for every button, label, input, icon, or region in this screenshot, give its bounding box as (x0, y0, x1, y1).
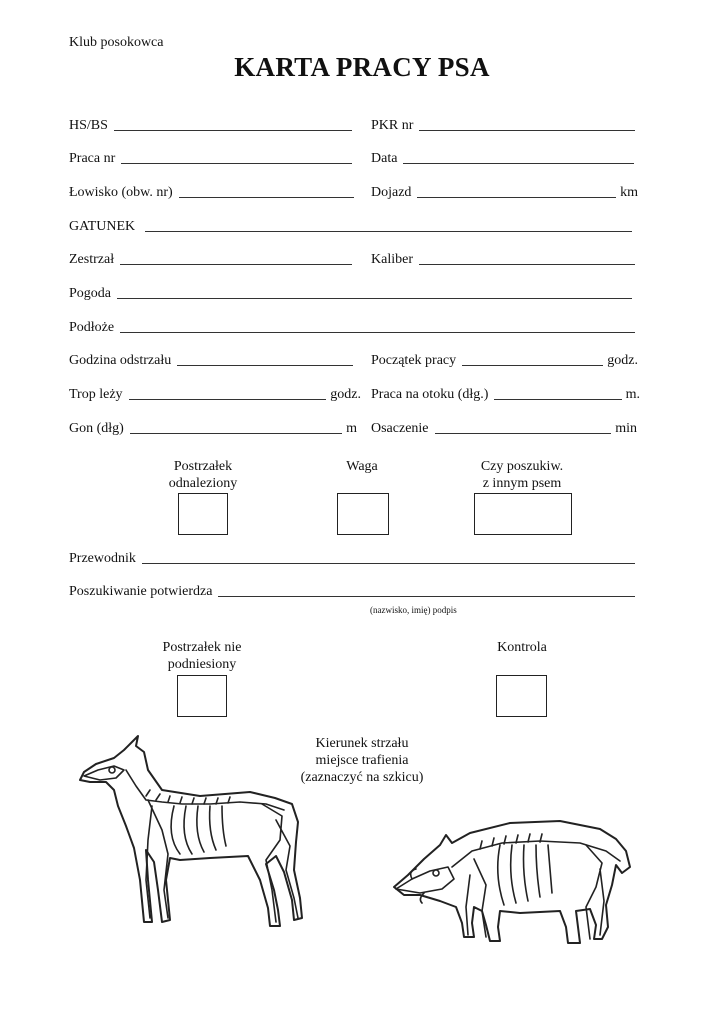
pogoda-line[interactable] (117, 298, 632, 299)
kontrola-box[interactable] (496, 675, 547, 717)
field-praca-na-otoku[interactable] (371, 387, 640, 403)
praca-na-otoku-label: Praca na otoku (dłg.) (371, 387, 489, 402)
poczatek-pracy-label: Początek pracy (371, 353, 457, 368)
przewodnik-line[interactable] (142, 563, 635, 564)
poszukiwanie-potwierdza-line[interactable] (218, 596, 635, 597)
waga-box[interactable] (337, 493, 389, 535)
dojazd-unit: km (620, 185, 638, 200)
field-gatunek[interactable] (69, 219, 636, 235)
field-lowisko[interactable] (69, 185, 358, 201)
zestrzal-line[interactable] (120, 264, 352, 265)
hs-bs-label: HS/BS (69, 118, 108, 133)
dojazd-line[interactable] (417, 197, 616, 198)
godzina-odstrzalu-label: Godzina odstrzału (69, 353, 172, 368)
field-kaliber[interactable] (371, 252, 639, 268)
gatunek-label: GATUNEK (69, 219, 136, 234)
podloze-line[interactable] (120, 332, 635, 333)
sketch-line1: Kierunek strzału (315, 736, 409, 751)
field-podloze[interactable] (69, 320, 639, 336)
godzina-odstrzalu-line[interactable] (177, 365, 353, 366)
field-zestrzal[interactable] (69, 252, 356, 268)
trop-lezy-label: Trop leży (69, 387, 123, 402)
gon-label: Gon (dłg) (69, 421, 124, 436)
czy-poszukiw-box[interactable] (474, 493, 572, 535)
praca-nr-line[interactable] (121, 163, 352, 164)
poczatek-pracy-line[interactable] (462, 365, 603, 366)
postrzalek-odnaleziony-line2: odnaleziony (168, 476, 238, 491)
postrzalek-nie-podniesiony-line1: Postrzałek nie (162, 640, 242, 655)
sketch-line3: (zaznaczyć na szkicu) (300, 770, 424, 785)
data-label: Data (371, 151, 398, 166)
praca-na-otoku-unit: m. (625, 387, 640, 402)
field-pogoda[interactable] (69, 286, 636, 302)
pkr-nr-line[interactable] (419, 130, 635, 131)
dojazd-label: Dojazd (371, 185, 412, 200)
trop-lezy-unit: godz. (330, 387, 361, 402)
podloze-label: Podłoże (69, 320, 115, 335)
field-przewodnik[interactable] (69, 551, 639, 567)
pogoda-label: Pogoda (69, 286, 111, 301)
czy-poszukiw-line2: z innym psem (482, 476, 562, 491)
kontrola-label: Kontrola (497, 640, 547, 655)
postrzalek-odnaleziony-label (142, 458, 264, 492)
field-hs-bs[interactable] (69, 118, 356, 134)
postrzalek-odnaleziony-box[interactable] (178, 493, 228, 535)
postrzalek-odnaleziony-line1: Postrzałek (173, 459, 233, 474)
postrzalek-nie-podniesiony-box[interactable] (177, 675, 227, 717)
kaliber-line[interactable] (419, 264, 635, 265)
poczatek-pracy-unit: godz. (607, 353, 638, 368)
gon-line[interactable] (130, 433, 342, 434)
deer-skeleton-icon[interactable] (70, 730, 310, 940)
data-line[interactable] (403, 163, 634, 164)
field-godzina-odstrzalu[interactable] (69, 353, 357, 369)
czy-poszukiw-label (458, 458, 586, 492)
field-osaczenie[interactable] (371, 421, 637, 437)
field-dojazd[interactable] (371, 185, 638, 201)
field-gon[interactable] (69, 421, 357, 437)
gon-unit: m (346, 421, 357, 436)
kaliber-label: Kaliber (371, 252, 413, 267)
osaczenie-label: Osaczenie (371, 421, 429, 436)
przewodnik-label: Przewodnik (69, 551, 136, 566)
zestrzal-label: Zestrzał (69, 252, 115, 267)
trop-lezy-line[interactable] (129, 399, 327, 400)
czy-poszukiw-line1: Czy poszukiw. (480, 459, 564, 474)
field-praca-nr[interactable] (69, 151, 356, 167)
field-pkr-nr[interactable] (371, 118, 639, 134)
page-title: KARTA PRACY PSA (234, 52, 490, 82)
lowisko-label: Łowisko (obw. nr) (69, 185, 173, 200)
praca-nr-label: Praca nr (69, 151, 116, 166)
praca-na-otoku-line[interactable] (494, 399, 621, 400)
postrzalek-nie-podniesiony-line2: podniesiony (167, 657, 237, 672)
gatunek-line[interactable] (145, 231, 632, 232)
waga-label: Waga (346, 459, 378, 474)
field-poszukiwanie-potwierdza[interactable] (69, 584, 639, 600)
field-data[interactable] (371, 151, 638, 167)
boar-skeleton-icon[interactable] (390, 815, 640, 950)
club-name: Klub posokowca (69, 35, 164, 50)
osaczenie-line[interactable] (435, 433, 612, 434)
pkr-nr-label: PKR nr (371, 118, 414, 133)
lowisko-line[interactable] (179, 197, 354, 198)
sketch-line2: miejsce trafienia (315, 753, 409, 768)
postrzalek-nie-podniesiony-label (142, 639, 262, 673)
osaczenie-unit: min (615, 421, 637, 436)
field-trop-lezy[interactable] (69, 387, 361, 403)
poszukiwanie-potwierdza-label: Poszukiwanie potwierdza (69, 584, 213, 599)
hs-bs-line[interactable] (114, 130, 352, 131)
signature-hint: (nazwisko, imię) podpis (370, 605, 457, 615)
field-poczatek-pracy[interactable] (371, 353, 638, 369)
